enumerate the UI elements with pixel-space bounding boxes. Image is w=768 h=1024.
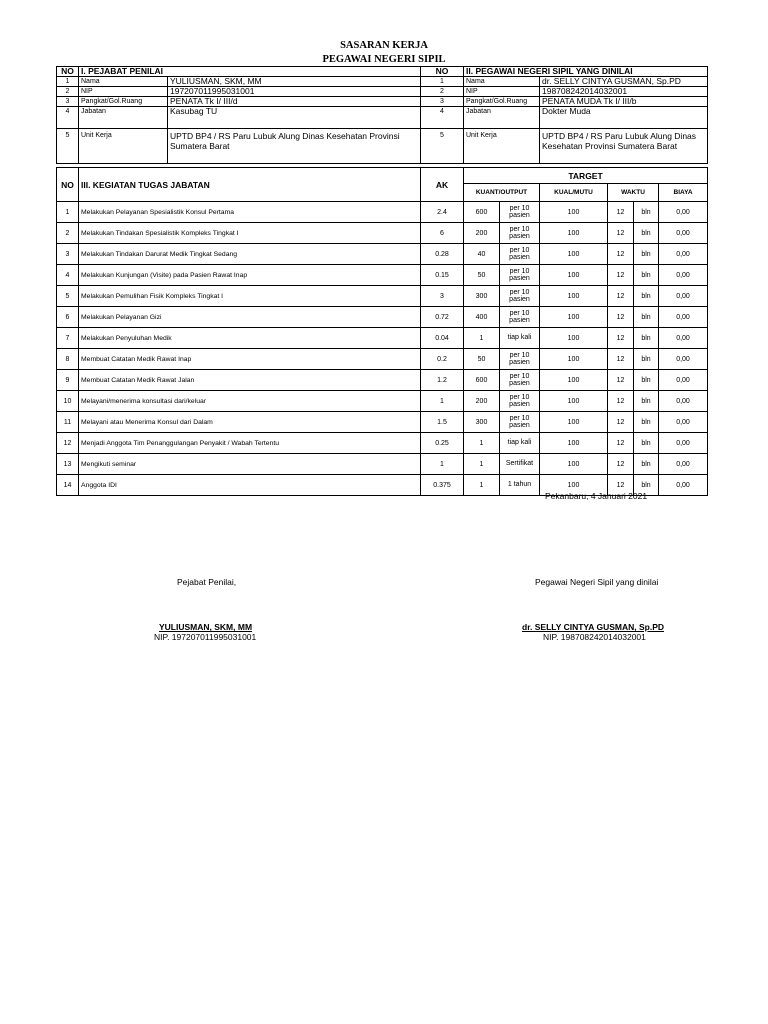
task-row [57, 349, 708, 370]
output-qty: 300 [464, 412, 500, 433]
field-label: NIP [79, 87, 168, 97]
quality-value: 100 [540, 370, 608, 391]
cost-value: 0,00 [659, 349, 708, 370]
output-unit: per 10 pasien [500, 223, 540, 244]
ak-value: 2.4 [421, 202, 464, 223]
time-unit: bln [634, 370, 659, 391]
field-label: Pangkat/Gol.Ruang [464, 97, 540, 107]
output-qty: 1 [464, 328, 500, 349]
quality-value: 100 [540, 286, 608, 307]
field-label: Jabatan [464, 107, 540, 129]
time-unit: bln [634, 223, 659, 244]
field-label: NIP [464, 87, 540, 97]
target-header: TARGET [464, 168, 708, 184]
time-unit: bln [634, 454, 659, 475]
time-value: 12 [608, 244, 634, 265]
quality-value: 100 [540, 202, 608, 223]
output-unit: per 10 pasien [500, 202, 540, 223]
output-qty: 1 [464, 433, 500, 454]
ak-value: 6 [421, 223, 464, 244]
time-value: 12 [608, 265, 634, 286]
quality-value: 100 [540, 223, 608, 244]
quality-value: 100 [540, 307, 608, 328]
row-no: 3 [57, 97, 79, 107]
output-qty: 1 [464, 454, 500, 475]
time-value: 12 [608, 307, 634, 328]
employee-heading: II. PEGAWAI NEGERI SIPIL YANG DINILAI [464, 67, 708, 77]
ak-value: 1 [421, 391, 464, 412]
quality-value: 100 [540, 433, 608, 454]
field-label: Nama [464, 77, 540, 87]
activity-cell: Anggota IDI [79, 475, 421, 496]
quality-value: 100 [540, 412, 608, 433]
ak-value: 0.25 [421, 433, 464, 454]
time-value: 12 [608, 328, 634, 349]
output-unit: per 10 pasien [500, 370, 540, 391]
employee-name: dr. SELLY CINTYA GUSMAN, Sp.PD [540, 77, 708, 87]
ak-value: 0.72 [421, 307, 464, 328]
employee-work-unit: UPTD BP4 / RS Paru Lubuk Alung Dinas Kesehatan Provinsi Sumatera Barat [540, 129, 708, 164]
cost-value: 0,00 [659, 202, 708, 223]
cost-value: 0,00 [659, 307, 708, 328]
evaluator-name: YULIUSMAN, SKM, MM [168, 77, 421, 87]
identity-table [56, 66, 708, 164]
waktu-header: WAKTU [608, 184, 659, 202]
time-unit: bln [634, 328, 659, 349]
ak-value: 1.5 [421, 412, 464, 433]
quality-value: 100 [540, 328, 608, 349]
cost-value: 0,00 [659, 391, 708, 412]
row-no: 2 [57, 223, 79, 244]
output-unit: per 10 pasien [500, 265, 540, 286]
time-unit: bln [634, 349, 659, 370]
task-row [57, 202, 708, 223]
row-no: 12 [57, 433, 79, 454]
ak-value: 1 [421, 454, 464, 475]
row-no: 7 [57, 328, 79, 349]
output-unit: tiap kali [500, 433, 540, 454]
row-no: 4 [421, 107, 464, 129]
row-no: 5 [57, 286, 79, 307]
place-date: Pekanbaru, 4 Januari 2021 [545, 491, 648, 501]
output-qty: 600 [464, 370, 500, 391]
time-value: 12 [608, 370, 634, 391]
cost-value: 0,00 [659, 328, 708, 349]
time-value: 12 [608, 202, 634, 223]
quality-value: 100 [540, 244, 608, 265]
time-value: 12 [608, 286, 634, 307]
row-no: 4 [57, 265, 79, 286]
task-row [57, 307, 708, 328]
output-unit: per 10 pasien [500, 412, 540, 433]
output-unit: per 10 pasien [500, 349, 540, 370]
ak-value: 0.15 [421, 265, 464, 286]
activity-cell: Melakukan Kunjungan (Visite) pada Pasien Rawat Inap [79, 265, 421, 286]
kuant-output-header: KUANT/OUTPUT [464, 184, 540, 202]
time-unit: bln [634, 202, 659, 223]
document-subtitle: PEGAWAI NEGERI SIPIL [322, 54, 446, 65]
time-unit: bln [634, 286, 659, 307]
activity-cell: Melakukan Pelayanan Spesialistik Konsul Pertama [79, 202, 421, 223]
activity-cell: Membuat Catatan Medik Rawat Jalan [79, 370, 421, 391]
row-no: 3 [57, 244, 79, 265]
col-no-header: NO [421, 67, 464, 77]
row-no: 2 [421, 87, 464, 97]
task-row [57, 286, 708, 307]
ak-value: 3 [421, 286, 464, 307]
cost-value: 0,00 [659, 286, 708, 307]
output-qty: 1 [464, 475, 500, 496]
time-unit: bln [634, 307, 659, 328]
cost-value: 0,00 [659, 412, 708, 433]
row-no: 5 [421, 129, 464, 164]
cost-value: 0,00 [659, 475, 708, 496]
evaluator-work-unit: UPTD BP4 / RS Paru Lubuk Alung Dinas Kesehatan Provinsi Sumatera Barat [168, 129, 421, 164]
row-no: 8 [57, 349, 79, 370]
row-no: 6 [57, 307, 79, 328]
output-unit: Sertifikat [500, 454, 540, 475]
task-row [57, 265, 708, 286]
row-no: 13 [57, 454, 79, 475]
ak-value: 1.2 [421, 370, 464, 391]
output-unit: tiap kali [500, 328, 540, 349]
activity-cell: Melayani/menerima konsultasi dari/keluar [79, 391, 421, 412]
activity-cell: Mengikuti seminar [79, 454, 421, 475]
ak-header: AK [421, 168, 464, 202]
row-no: 1 [421, 77, 464, 87]
activity-cell: Melakukan Tindakan Darurat Medik Tingkat Sedang [79, 244, 421, 265]
evaluator-role: Pejabat Penilai, [177, 577, 237, 587]
row-no: 1 [57, 202, 79, 223]
employee-rank: PENATA MUDA Tk I/ III/b [540, 97, 708, 107]
time-unit: bln [634, 391, 659, 412]
output-qty: 200 [464, 223, 500, 244]
time-value: 12 [608, 433, 634, 454]
activity-cell: Melayani atau Menerima Konsul dari Dalam [79, 412, 421, 433]
task-row [57, 391, 708, 412]
row-no: 11 [57, 412, 79, 433]
employee-signature-name: dr. SELLY CINTYA GUSMAN, Sp.PD [522, 622, 665, 632]
row-no: 5 [57, 129, 79, 164]
field-label: Unit Kerja [464, 129, 540, 164]
ak-value: 0.04 [421, 328, 464, 349]
evaluator-position: Kasubag TU [168, 107, 421, 129]
output-unit: per 10 pasien [500, 244, 540, 265]
row-no: 2 [57, 87, 79, 97]
task-row [57, 433, 708, 454]
output-unit: 1 tahun [500, 475, 540, 496]
ak-value: 0.2 [421, 349, 464, 370]
ak-value: 0.28 [421, 244, 464, 265]
task-row [57, 412, 708, 433]
quality-value: 100 [540, 391, 608, 412]
evaluator-rank: PENATA Tk I/ III/d [168, 97, 421, 107]
time-value: 12 [608, 454, 634, 475]
evaluator-signature-nip: NIP. 197207011995031001 [154, 632, 257, 642]
field-label: Jabatan [79, 107, 168, 129]
cost-value: 0,00 [659, 370, 708, 391]
time-unit: bln [634, 412, 659, 433]
time-unit: bln [634, 244, 659, 265]
time-unit: bln [634, 475, 659, 496]
output-qty: 50 [464, 265, 500, 286]
time-value: 12 [608, 412, 634, 433]
task-row [57, 244, 708, 265]
activity-cell: Melakukan Tindakan Spesialistik Kompleks Tingkat I [79, 223, 421, 244]
evaluator-nip: 197207011995031001 [168, 87, 421, 97]
time-value: 12 [608, 223, 634, 244]
activity-cell: Melakukan Pelayanan Gizi [79, 307, 421, 328]
output-unit: per 10 pasien [500, 391, 540, 412]
document-title: SASARAN KERJA [340, 40, 428, 51]
quality-value: 100 [540, 475, 608, 496]
task-row [57, 454, 708, 475]
output-qty: 200 [464, 391, 500, 412]
col-no-header: NO [57, 168, 79, 202]
cost-value: 0,00 [659, 223, 708, 244]
output-unit: per 10 pasien [500, 307, 540, 328]
output-qty: 600 [464, 202, 500, 223]
employee-role: Pegawai Negeri Sipil yang dinilai [535, 577, 659, 587]
activity-cell: Menjadi Anggota Tim Penanggulangan Penyakit / Wabah Tertentu [79, 433, 421, 454]
task-row [57, 328, 708, 349]
output-qty: 50 [464, 349, 500, 370]
employee-signature-nip: NIP. 198708242014032001 [543, 632, 646, 642]
output-qty: 300 [464, 286, 500, 307]
output-unit: per 10 pasien [500, 286, 540, 307]
time-unit: bln [634, 433, 659, 454]
evaluator-signature-name: YULIUSMAN, SKM, MM [159, 622, 253, 632]
field-label: Nama [79, 77, 168, 87]
cost-value: 0,00 [659, 433, 708, 454]
output-qty: 400 [464, 307, 500, 328]
row-no: 14 [57, 475, 79, 496]
activity-cell: Melakukan Penyuluhan Medik [79, 328, 421, 349]
evaluator-heading: I. PEJABAT PENILAI [79, 67, 421, 77]
output-qty: 40 [464, 244, 500, 265]
task-row [57, 370, 708, 391]
ak-value: 0.375 [421, 475, 464, 496]
time-value: 12 [608, 391, 634, 412]
col-no-header: NO [57, 67, 79, 77]
kual-mutu-header: KUAL/MUTU [540, 184, 608, 202]
field-label: Unit Kerja [79, 129, 168, 164]
row-no: 1 [57, 77, 79, 87]
cost-value: 0,00 [659, 265, 708, 286]
quality-value: 100 [540, 349, 608, 370]
field-label: Pangkat/Gol.Ruang [79, 97, 168, 107]
row-no: 9 [57, 370, 79, 391]
employee-nip: 198708242014032001 [540, 87, 708, 97]
time-unit: bln [634, 265, 659, 286]
task-row [57, 223, 708, 244]
cost-value: 0,00 [659, 454, 708, 475]
quality-value: 100 [540, 454, 608, 475]
biaya-header: BIAYA [659, 184, 708, 202]
activity-cell: Melakukan Pemulihan Fisik Kompleks Tingkat I [79, 286, 421, 307]
quality-value: 100 [540, 265, 608, 286]
activity-heading: III. KEGIATAN TUGAS JABATAN [79, 168, 421, 202]
time-value: 12 [608, 349, 634, 370]
employee-position: Dokter Muda [540, 107, 708, 129]
time-value: 12 [608, 475, 634, 496]
tasks-table [56, 167, 708, 496]
cost-value: 0,00 [659, 244, 708, 265]
row-no: 3 [421, 97, 464, 107]
row-no: 4 [57, 107, 79, 129]
activity-cell: Membuat Catatan Medik Rawat Inap [79, 349, 421, 370]
row-no: 10 [57, 391, 79, 412]
